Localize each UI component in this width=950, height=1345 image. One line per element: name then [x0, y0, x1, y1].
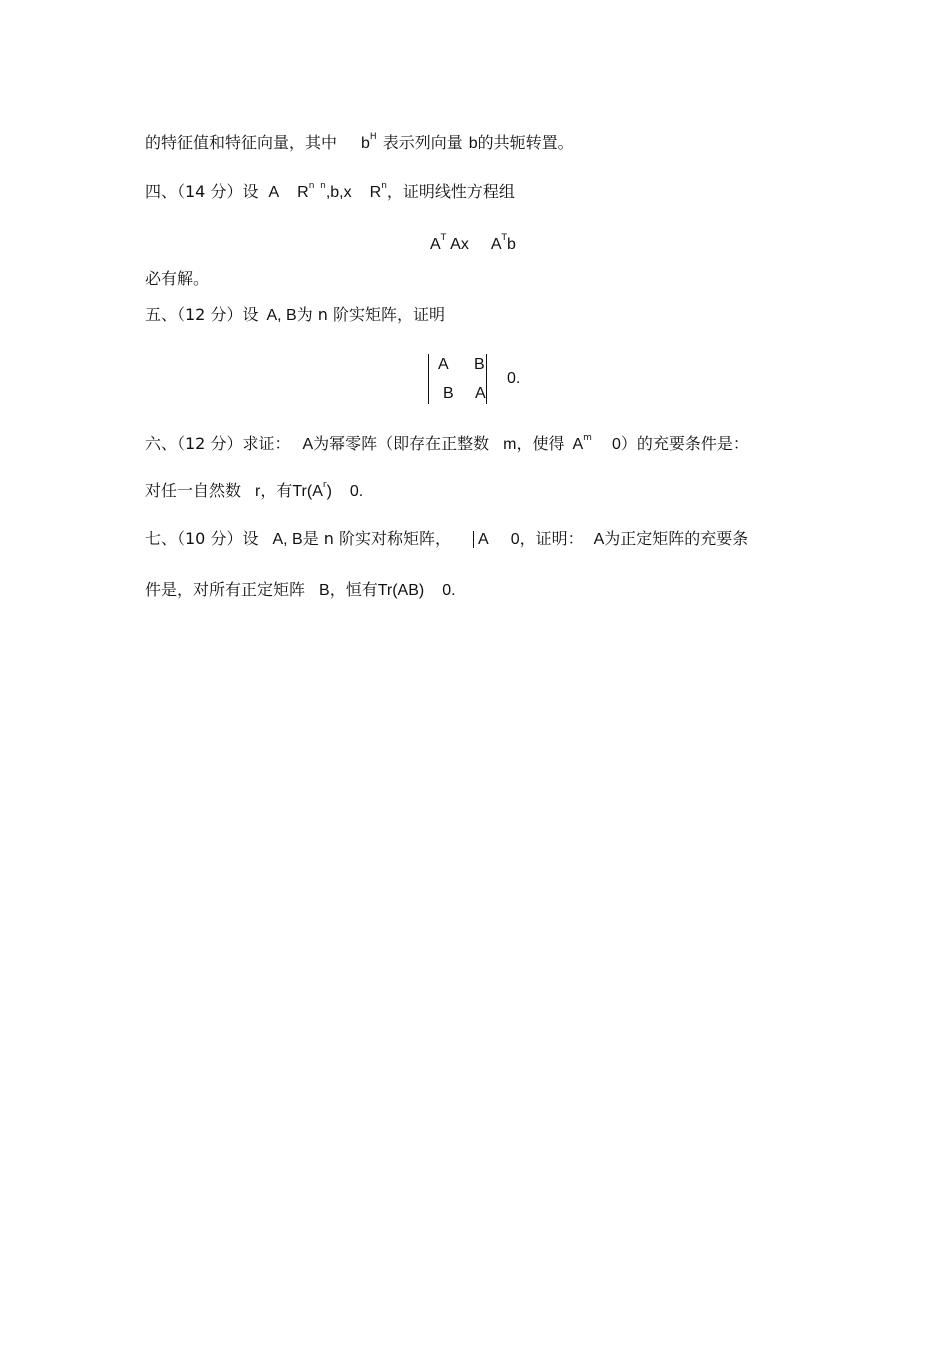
superscript: m: [583, 433, 592, 443]
superscript: n n: [308, 181, 326, 191]
math-Tr: Tr: [292, 483, 307, 500]
det-cell: A: [438, 356, 449, 373]
text: 是 n 阶实对称矩阵，: [302, 529, 452, 548]
question-label: 六、（12 分）求证：: [145, 434, 291, 453]
math-text: ,b,x: [325, 184, 352, 201]
math-zero: 0: [611, 436, 621, 453]
math-A: A: [312, 483, 323, 500]
math-zero: 0: [510, 531, 520, 548]
det-cell: A: [475, 385, 486, 402]
text: ，证明线性方程组: [386, 182, 515, 201]
det-left-bar: [428, 354, 429, 404]
text: ，恒有: [329, 580, 378, 599]
math-r: r: [255, 483, 261, 500]
question-4: [145, 182, 515, 203]
math-AB: A, B: [272, 531, 303, 548]
math-B: B: [319, 582, 330, 599]
math-A: A: [268, 184, 280, 201]
question-label: 四、（14 分）设: [145, 182, 259, 201]
text: ，证明：: [519, 529, 584, 548]
math-A: A: [593, 531, 605, 548]
text: 表示列向量: [382, 133, 463, 152]
text: 为 n 阶实矩阵，证明: [296, 305, 446, 324]
text: ）的充要条件是：: [620, 434, 749, 453]
superscript: n: [381, 181, 387, 191]
math-Tr: Tr: [377, 582, 393, 599]
question-6: [145, 434, 749, 455]
text: ，有: [260, 481, 293, 500]
question-7: [145, 529, 748, 550]
text: 为正定矩阵的充要条: [604, 529, 749, 548]
text: 件是，对所有正定矩阵: [145, 580, 306, 599]
question-6-cont: 对任一自然数 r，有$Tr(A^r)$ 0.: [145, 480, 364, 500]
text: 的特征值和特征向量，其中: [145, 133, 338, 152]
question-label: 五、（12 分）设: [145, 305, 259, 324]
equation-normal: $A^T$ Ax $A^Tb$: [430, 233, 516, 253]
superscript: H: [369, 132, 377, 142]
det-rhs: 0.: [507, 370, 521, 387]
math-R: R: [369, 184, 382, 201]
math-b: b: [361, 135, 370, 152]
math-AB: (AB): [392, 582, 425, 599]
text: ，使得: [516, 434, 565, 453]
math-A: A: [302, 436, 314, 453]
math-abs-A: A: [473, 531, 489, 548]
question-7-cont: [145, 580, 456, 601]
superscript: r: [322, 480, 327, 490]
text-line-has-solution: 必有解。: [145, 269, 210, 288]
text-line-eigen: [145, 133, 574, 154]
math-R: R: [297, 184, 309, 201]
math-zero: 0.: [349, 483, 364, 500]
det-right-bar: [486, 354, 487, 404]
math-zero: 0.: [442, 582, 456, 599]
det-cell: B: [443, 385, 454, 402]
text: 对任一自然数: [145, 481, 242, 500]
math-A: A: [572, 436, 584, 453]
text: 的共轭转置。: [477, 133, 574, 152]
det-cell: B: [474, 356, 485, 373]
math-b: b: [468, 135, 478, 152]
text: 为幂零阵（即存在正整数: [313, 434, 490, 453]
question-5: [145, 305, 445, 326]
math-m: m: [503, 436, 517, 453]
math-AB: A, B: [266, 307, 297, 324]
question-label: 七、（10 分）设: [145, 529, 259, 548]
